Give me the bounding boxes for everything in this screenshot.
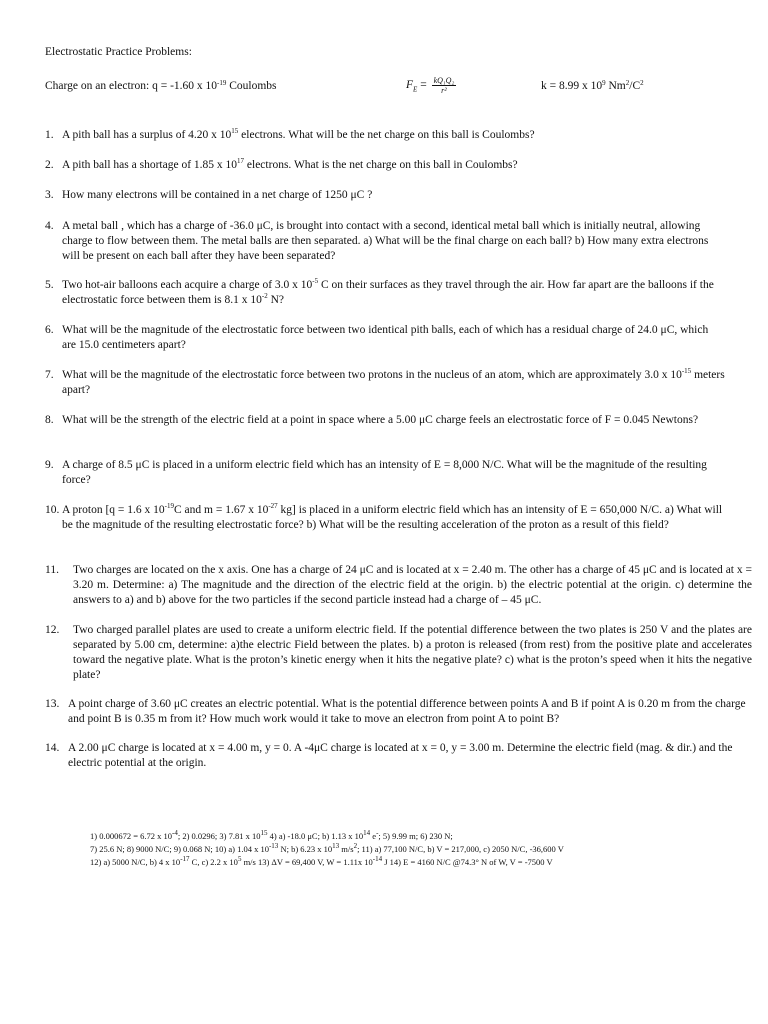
text-segment: electrons. What is the net charge on this ball in Coulombs? <box>244 159 518 171</box>
electron-charge-constant: Charge on an electron: q = -1.60 x $10^{-19}$ Coulombs <box>45 79 277 92</box>
question-item <box>45 563 752 608</box>
text-segment: meters apart? <box>62 369 725 396</box>
text-segment: What will be the magnitude of the electrostatic force between two protons in the nucleus of an atom, which are approximately 3.0 x 10 <box>62 369 682 381</box>
page-title: Electrostatic Practice Problems: <box>45 46 192 58</box>
text-segment: A metal ball , which has a charge of -36.0 μC, is brought into contact with a second, identical metal ball which is initially neutral, allowing charge to flow between them. The metal balls are then separated. a) What will be the final charge on each ball? b) How many extra electrons will be present on each ball after they have been separated? <box>62 220 709 262</box>
answer-line <box>90 843 564 856</box>
question-item <box>45 219 725 264</box>
text-segment: 4) a) -18.0 μC; b) 1.13 x 10 <box>267 831 364 841</box>
text-segment: A 2.00 μC charge is located at x = 4.00 m, y = 0. A -4μC charge is located at x = 0, y = 3.00 m. Determine the electric field (mag. & dir.) and the electric potential at the origin. <box>68 742 733 769</box>
text-segment: N; b) 6.23 x 10 <box>278 844 333 854</box>
answer-line <box>90 830 564 843</box>
text-segment: electrons. What will be the net charge on this ball is Coulombs? <box>238 129 535 141</box>
superscript: 15 <box>231 127 239 135</box>
question-text <box>73 623 752 683</box>
text-segment: How many electrons will be contained in a net charge of 1250 μC ? <box>62 189 373 201</box>
question-number: 3. <box>45 189 54 201</box>
superscript: -2 <box>261 292 268 300</box>
answer-key <box>90 830 564 869</box>
question-item <box>45 503 735 533</box>
question-text <box>62 323 725 353</box>
question-number: 7. <box>45 369 54 381</box>
question-item <box>45 188 735 203</box>
constants-line <box>45 76 735 100</box>
text-segment: J 14) E = 4160 N/C @74.3° N of W, V = -7500 V <box>382 857 553 867</box>
text-segment: m/s 13) ΔV = 69,400 V, W = 1.11x 10 <box>241 857 373 867</box>
formula-fraction: $\frac{\text{kQ₁Q₂}}{\text{r²}}$ <box>433 76 455 95</box>
question-item <box>45 697 752 727</box>
text-segment: A proton [q = 1.6 x 10 <box>62 504 165 516</box>
text-segment: m/s <box>339 844 354 854</box>
text-segment: C and m = 1.67 x 10 <box>173 504 269 516</box>
question-number: 8. <box>45 414 54 426</box>
question-number: 5. <box>45 279 54 291</box>
question-item <box>45 278 745 308</box>
question-text <box>62 188 735 203</box>
text-segment: What will be the strength of the electric field at a point in space where a 5.00 μC charge feels an electrostatic force of F = 0.045 Newtons? <box>62 414 699 426</box>
question-text <box>62 413 725 428</box>
question-number: 6. <box>45 324 54 336</box>
question-item <box>45 458 725 488</box>
question-item <box>45 158 735 173</box>
text-segment: N? <box>267 294 285 306</box>
question-text <box>62 278 745 308</box>
text-segment: ; 2) 0.0296; 3) 7.81 x 10 <box>177 831 261 841</box>
superscript: 5 <box>237 855 242 863</box>
coulomb-law-formula: $F_E$ = $\frac{\text{kQ₁Q₂}}{\text{r²}}$ <box>406 76 455 95</box>
superscript: -27 <box>268 502 278 510</box>
question-number: 14. <box>45 742 60 754</box>
question-item <box>45 741 752 771</box>
text-segment: What will be the magnitude of the electrostatic force between two identical pith balls, each of which has a residual charge of 24.0 μC, which are 15.0 centimeters apart? <box>62 324 709 351</box>
question-item <box>45 128 735 143</box>
question-text <box>62 368 725 398</box>
text-segment: kg] is placed in a uniform electric field which has an intensity of E = 650,000 N/C. a) What will be the magnitude of the resulting electrostatic force? b) What will be the resulting acceleration of the proton as a result of this field? <box>62 504 723 531</box>
question-number: 12. <box>45 624 60 636</box>
text-segment: 12) a) 5000 N/C, b) 4 x 10 <box>90 857 181 867</box>
coulomb-constant: k = 8.99 x $10^9$ $Nm^2/C^2$ <box>541 79 644 92</box>
question-number: 13. <box>45 698 60 710</box>
question-number: 11. <box>45 564 59 576</box>
question-text <box>68 697 752 727</box>
answer-line <box>90 856 564 869</box>
superscript: 13 <box>332 842 340 850</box>
question-text <box>62 158 735 173</box>
question-text <box>62 503 735 533</box>
superscript: -13 <box>268 842 279 850</box>
text-segment: Two hot-air balloons each acquire a charge of 3.0 x 10 <box>62 279 313 291</box>
question-number: 9. <box>45 459 54 471</box>
question-number: 2. <box>45 159 54 171</box>
question-text <box>62 219 725 264</box>
text-segment: ; 11) a) 77,100 N/C, b) V = 217,000, c) 2050 N/C, -36,600 V <box>357 844 564 854</box>
text-segment: A pith ball has a shortage of 1.85 x 10 <box>62 159 238 171</box>
superscript: -15 <box>681 367 692 375</box>
text-segment: 1) 0.000672 = 6.72 x 10 <box>90 831 172 841</box>
question-item <box>45 368 725 398</box>
superscript: - <box>376 829 379 837</box>
superscript: -5 <box>312 277 319 285</box>
superscript: -4 <box>172 829 178 837</box>
question-text <box>73 563 752 608</box>
text-segment: e <box>370 831 377 841</box>
superscript: 17 <box>237 157 245 165</box>
question-number: 1. <box>45 129 54 141</box>
text-segment: A charge of 8.5 μC is placed in a uniform electric field which has an intensity of E = 8,000 N/C. What will be the magnitude of the resulting force? <box>62 459 707 486</box>
text-segment: C on their surfaces as they travel through the air. How far apart are the balloons if the electrostatic force between them is 8.1 x 10 <box>62 279 714 306</box>
superscript: -17 <box>180 855 190 863</box>
superscript: -14 <box>372 855 383 863</box>
question-text <box>62 128 735 143</box>
question-item <box>45 413 725 428</box>
text-segment: A point charge of 3.60 μC creates an electric potential. What is the potential difference between points A and B if point A is 0.20 m from the charge and point B is 0.35 m from it? How much work would it take to move an electron from point A to point B? <box>68 698 746 725</box>
question-item <box>45 323 725 353</box>
text-segment: ; 5) 9.99 m; 6) 230 N; <box>378 831 453 841</box>
question-text <box>68 741 752 771</box>
superscript: 14 <box>363 829 371 837</box>
question-number: 4. <box>45 220 54 232</box>
superscript: -19 <box>164 502 174 510</box>
question-number: 10. <box>45 504 60 516</box>
superscript: 15 <box>260 829 268 837</box>
text-segment: A pith ball has a surplus of 4.20 x 10 <box>62 129 232 141</box>
text-segment: C, c) 2.2 x 10 <box>189 857 238 867</box>
question-item <box>45 623 752 683</box>
superscript: 2 <box>353 842 358 850</box>
text-segment: Two charged parallel plates are used to create a uniform electric field. If the potential difference between the two plates is 250 V and the plates are separated by 5.00 cm, determine: a)the electric Field between the plates. b) a proton is released (from rest) from the positive plate and accelerates toward the negative plate. What is the proton’s kinetic energy when it hits the negative plate? c) what is the proton’s speed when it hits the negative plate? <box>73 624 752 681</box>
text-segment: Two charges are located on the x axis. One has a charge of 24 μC and is located at x = 2.40 m. The other has a charge of 45 μC and is located at x = 3.20 m. Determine: a) The magnitude and the direction of the electric field at the origin. b) the electric potential at the origin. c) determine the answers to a) and b) above for the two particles if the second particle instead had a charge of – 45 μC. <box>73 564 752 606</box>
question-text <box>62 458 725 488</box>
text-segment: 7) 25.6 N; 8) 9000 N/C; 9) 0.068 N; 10) a) 1.04 x 10 <box>90 844 269 854</box>
